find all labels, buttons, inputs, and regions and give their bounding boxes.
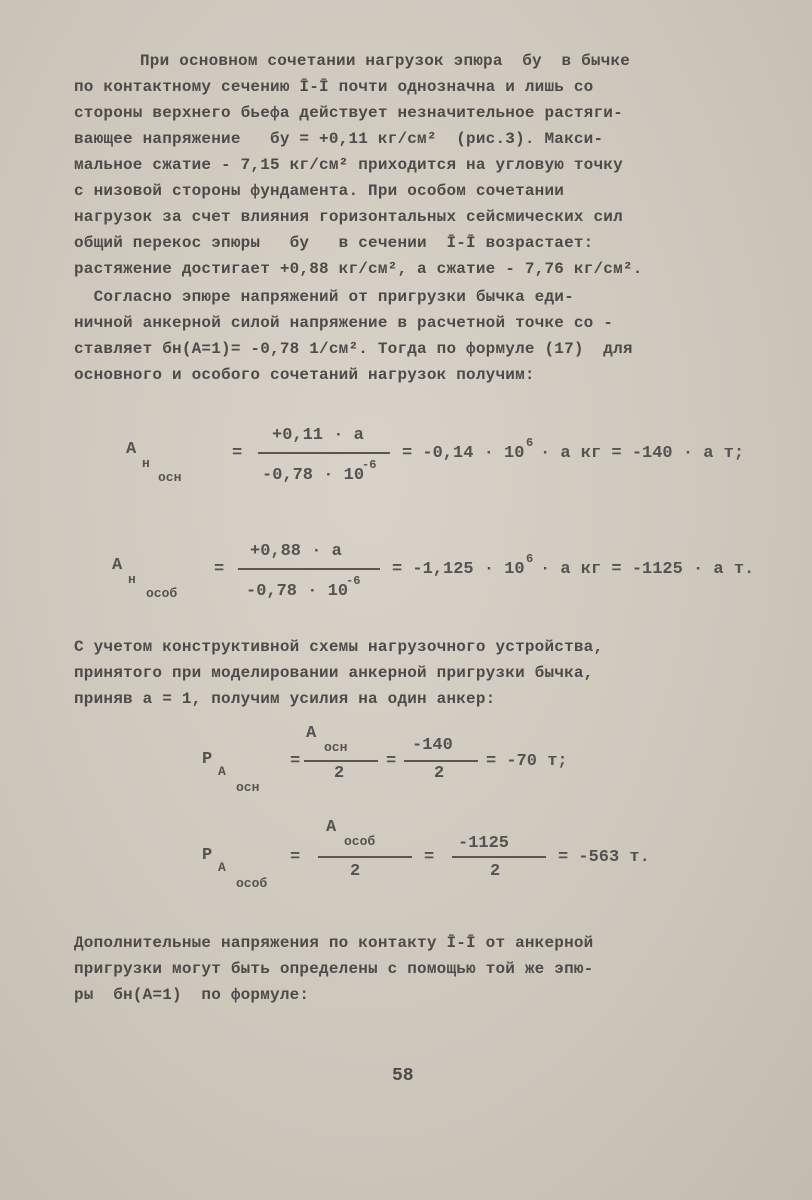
fraction-denominator: 2 — [490, 862, 501, 881]
exponent: 6 — [526, 552, 534, 566]
fraction-denominator: 2 — [334, 764, 345, 783]
fraction-denominator: 2 — [434, 764, 445, 783]
text-line: вающее напряжение бу = +0,11 кг/см² (рис.3). Макси- — [74, 130, 604, 148]
formula-lhs-sub: н — [142, 456, 150, 471]
fraction-denominator: 2 — [350, 862, 361, 881]
text-line: Дополнительные напряжения по контакту Ī-Ī от анкерной — [74, 934, 594, 952]
fraction-numerator: +0,88 · а — [250, 542, 342, 561]
formula-lhs-sub: осн — [158, 470, 182, 485]
fraction-numerator-sub: осн — [324, 740, 348, 755]
exponent: 6 — [526, 436, 534, 450]
formula-lhs-sub: особ — [236, 876, 268, 891]
formula-lhs: Р — [202, 750, 213, 769]
formula-equals: = — [386, 752, 397, 771]
formula-lhs: А — [126, 440, 137, 459]
text-line: по контактному сечению Ī-Ī почти однозначна и лишь со — [74, 78, 594, 96]
text-line: пригрузки могут быть определены с помощью той же эпю- — [74, 960, 594, 978]
fraction-numerator: -1125 — [458, 834, 510, 853]
text-line: принятого при моделировании анкерной пригрузки бычка, — [74, 664, 594, 682]
fraction-bar — [452, 856, 546, 858]
fraction-bar — [238, 568, 380, 570]
text-line: ры бн(А=1) по формуле: — [74, 986, 310, 1004]
formula-lhs-sub: н — [128, 572, 136, 587]
fraction-bar — [258, 452, 390, 454]
formula-lhs-sub: особ — [146, 586, 178, 601]
formula-result: = -1,125 · 10 — [392, 560, 525, 579]
formula-result: · а кг = -1125 · а т. — [540, 560, 755, 579]
formula-equals: = — [424, 848, 435, 867]
fraction-denominator: -0,78 · 10 — [246, 582, 349, 601]
fraction-denominator: -0,78 · 10 — [262, 466, 365, 485]
fraction-numerator: А — [306, 724, 317, 743]
formula-result: = -0,14 · 10 — [402, 444, 525, 463]
fraction-bar — [304, 760, 378, 762]
text-line: Согласно эпюре напряжений от пригрузки бычка еди- — [74, 288, 574, 306]
formula-equals: = — [290, 848, 301, 867]
text-line: ставляет бн(А=1)= -0,78 1/см². Тогда по формуле (17) для — [74, 340, 633, 358]
formula-result: = -563 т. — [558, 848, 650, 867]
formula-lhs: А — [112, 556, 123, 575]
text-line: растяжение достигает +0,88 кг/см², а сжатие - 7,76 кг/см². — [74, 260, 643, 278]
formula-result: = -70 т; — [486, 752, 568, 771]
formula-lhs: Р — [202, 846, 213, 865]
formula-lhs-sub: осн — [236, 780, 260, 795]
text-line: приняв а = 1, получим усилия на один анкер: — [74, 690, 496, 708]
text-line: нагрузок за счет влияния горизонтальных сейсмических сил — [74, 208, 623, 226]
text-line: основного и особого сочетаний нагрузок получим: — [74, 366, 535, 384]
text-line: стороны верхнего бьефа действует незначительное растяги- — [74, 104, 623, 122]
fraction-bar — [318, 856, 412, 858]
exponent: -6 — [362, 458, 377, 472]
formula-equals: = — [290, 752, 301, 771]
formula-equals: = — [232, 444, 243, 463]
fraction-numerator: -140 — [412, 736, 453, 755]
exponent: -6 — [346, 574, 361, 588]
formula-lhs-sub: А — [218, 764, 226, 779]
text-line: мальное сжатие - 7,15 кг/см² приходится на угловую точку — [74, 156, 623, 174]
formula-lhs-sub: А — [218, 860, 226, 875]
text-line: При основном сочетании нагрузок эпюра бу в бычке — [140, 52, 631, 70]
text-line: с низовой стороны фундамента. При особом сочетании — [74, 182, 565, 200]
fraction-bar — [404, 760, 478, 762]
formula-equals: = — [214, 560, 225, 579]
text-line: общий перекос эпюры бу в сечении Ī-Ī возрастает: — [74, 234, 594, 252]
text-line: С учетом конструктивной схемы нагрузочного устройства, — [74, 638, 604, 656]
text-line: ничной анкерной силой напряжение в расчетной точке со - — [74, 314, 614, 332]
fraction-numerator: А — [326, 818, 337, 837]
page-number: 58 — [392, 1066, 414, 1086]
formula-result: · а кг = -140 · а т; — [540, 444, 745, 463]
fraction-numerator-sub: особ — [344, 834, 376, 849]
fraction-numerator: +0,11 · а — [272, 426, 364, 445]
